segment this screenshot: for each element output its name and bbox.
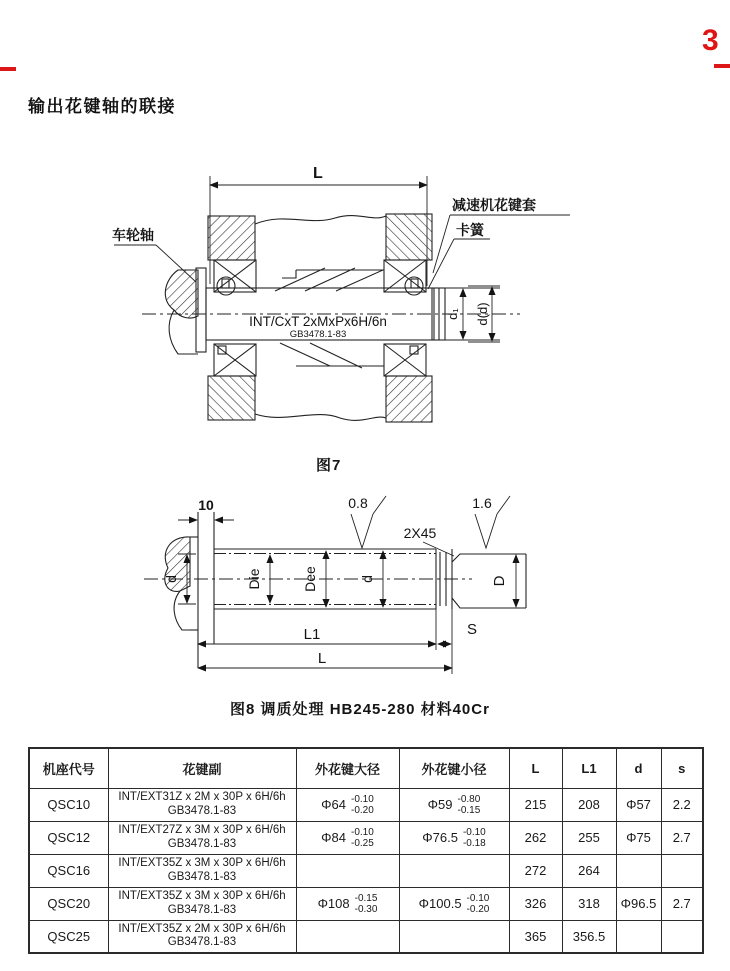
spline-spec-line: INT/EXT31Z x 2M x 30P x 6H/6h <box>118 791 286 804</box>
major-tol-upper: -0.10 <box>351 793 374 805</box>
minor-dia-value: Φ59 <box>427 797 453 812</box>
col-header-s: s <box>661 748 703 788</box>
label-reducer-spline-sleeve: 减速机花键套 <box>452 197 536 213</box>
cell-spline-pair <box>108 887 296 920</box>
cell-spline-pair <box>108 920 296 953</box>
dim-label-S: S <box>467 621 478 638</box>
minor-tol-upper: -0.80 <box>457 793 481 805</box>
spline-spec-line: INT/EXT27Z x 3M x 30P x 6H/6h <box>118 824 286 837</box>
dim-label-D: D <box>491 575 508 587</box>
minor-tol-lower: -0.15 <box>457 804 481 816</box>
page-number-fragment: 3 <box>702 24 719 57</box>
bearing-housing-top-right <box>386 214 432 260</box>
figure7-drawing <box>100 158 600 458</box>
table-row <box>29 920 703 953</box>
minor-dia-value: Φ100.5 <box>418 896 462 911</box>
table-row <box>29 854 703 887</box>
minor-tol-lower: -0.18 <box>462 837 486 849</box>
cell-spline-pair <box>108 821 296 854</box>
col-header-spline-pair: 花键副 <box>108 748 296 788</box>
cell-L1: 264 <box>562 854 616 887</box>
wheel-shaft-section <box>165 270 198 318</box>
minor-tol-upper: -0.10 <box>466 892 490 904</box>
major-dia-value: Φ64 <box>321 797 347 812</box>
figure7-caption: 图7 <box>316 457 342 474</box>
cell-minor-dia <box>399 920 509 953</box>
table-row <box>29 887 703 920</box>
cell-s: 2.7 <box>661 887 703 920</box>
spline-spec-line: INT/EXT35Z x 3M x 30P x 6H/6h <box>118 890 286 903</box>
cell-minor-dia <box>399 887 509 920</box>
bearing-bottom-right <box>384 344 426 376</box>
spline-standard-line: GB3478.1-83 <box>167 870 237 883</box>
end-shaft-bottom <box>452 598 526 608</box>
dim-label-dee: Dee <box>302 566 318 592</box>
cell-L: 215 <box>509 788 562 821</box>
figure8-caption: 图8 调质处理 HB245-280 材料40Cr <box>230 701 490 718</box>
major-tol-lower: -0.20 <box>351 804 374 816</box>
cell-d <box>616 920 661 953</box>
cell-d: Φ57 <box>616 788 661 821</box>
spline-spec-text: INT/CxT 2xMxPx6H/6n <box>249 314 387 329</box>
spline-standard-line: GB3478.1-83 <box>167 804 237 817</box>
figure8-drawing <box>120 492 600 692</box>
spec-table <box>28 747 702 954</box>
dim-label-L: L <box>317 650 327 667</box>
label-circlip: 卡簧 <box>456 222 484 238</box>
cell-model: QSC10 <box>29 788 108 821</box>
bearing-housing-top-left <box>208 216 255 260</box>
sleeve-break-line-bottom <box>255 414 386 420</box>
major-tol-upper: -0.10 <box>351 826 374 838</box>
spline-standard-line: GB3478.1-83 <box>167 903 237 916</box>
dim-label-die: Die <box>246 568 262 590</box>
page-title: 输出花键轴的联接 <box>28 97 176 116</box>
cell-minor-dia <box>399 788 509 821</box>
cell-major-dia <box>296 854 399 887</box>
col-header-major-dia: 外花键大径 <box>296 748 399 788</box>
roughness-label-08: 0.8 <box>348 495 368 511</box>
cell-model: QSC16 <box>29 854 108 887</box>
cell-d: Φ75 <box>616 821 661 854</box>
cell-spline-pair <box>108 788 296 821</box>
major-tol-lower: -0.30 <box>354 903 378 915</box>
label-wheel-axle: 车轮轴 <box>112 227 154 243</box>
major-tol-upper: -0.15 <box>354 892 378 904</box>
bearing-housing-bottom-left <box>208 376 255 420</box>
roughness-symbol-08 <box>351 514 373 548</box>
cell-d: Φ96.5 <box>616 887 661 920</box>
bearing-housing-bottom-right <box>386 376 432 422</box>
cell-L1: 356.5 <box>562 920 616 953</box>
dim-label-10: 10 <box>198 497 214 513</box>
major-dia-value: Φ84 <box>321 830 347 845</box>
cell-major-dia <box>296 821 399 854</box>
spline-spec-line: INT/EXT35Z x 3M x 30P x 6H/6h <box>118 857 286 870</box>
cell-L1: 318 <box>562 887 616 920</box>
table-row <box>29 788 703 821</box>
dim-label-d1: d₁ <box>445 308 460 320</box>
cell-spline-pair <box>108 854 296 887</box>
cell-L: 262 <box>509 821 562 854</box>
cell-s <box>661 920 703 953</box>
roughness-symbol-16 <box>475 514 497 548</box>
cell-model: QSC12 <box>29 821 108 854</box>
chamfer-label: 2X45 <box>403 525 437 541</box>
dim-label-d-spline: d <box>359 575 375 583</box>
cell-major-dia <box>296 920 399 953</box>
minor-dia-value: Φ76.5 <box>422 830 458 845</box>
dim-label-dd: d(d) <box>475 302 490 326</box>
minor-tol-upper: -0.10 <box>462 826 486 838</box>
major-dia-value: Φ108 <box>317 896 350 911</box>
major-tol-lower: -0.25 <box>351 837 374 849</box>
spline-standard-line: GB3478.1-83 <box>167 936 237 949</box>
col-header-model: 机座代号 <box>29 748 108 788</box>
red-rule-right <box>714 64 730 68</box>
cell-s <box>661 854 703 887</box>
cell-d <box>616 854 661 887</box>
spline-standard-line: GB3478.1-83 <box>167 837 237 850</box>
cell-s: 2.7 <box>661 821 703 854</box>
dim-label-L: L <box>313 165 323 182</box>
cell-model: QSC25 <box>29 920 108 953</box>
cell-L: 272 <box>509 854 562 887</box>
red-rule-left <box>0 67 16 71</box>
bearing-bottom-left <box>214 344 256 376</box>
col-header-minor-dia: 外花键小径 <box>399 748 509 788</box>
col-header-L: L <box>509 748 562 788</box>
minor-tol-lower: -0.20 <box>466 903 490 915</box>
end-shaft-top <box>452 554 526 562</box>
cell-major-dia <box>296 887 399 920</box>
roughness-label-16: 1.6 <box>472 495 492 511</box>
table-row <box>29 821 703 854</box>
cell-s: 2.2 <box>661 788 703 821</box>
cell-L1: 208 <box>562 788 616 821</box>
dim-label-d-hub: d <box>163 575 179 583</box>
sleeve-break-line-top <box>255 216 386 224</box>
cell-major-dia <box>296 788 399 821</box>
cell-minor-dia <box>399 854 509 887</box>
cell-L: 326 <box>509 887 562 920</box>
table-header-row <box>29 748 703 788</box>
cell-model: QSC20 <box>29 887 108 920</box>
leader-sleeve <box>433 215 450 273</box>
spline-standard-text: GB3478.1-83 <box>289 329 347 340</box>
cell-minor-dia <box>399 821 509 854</box>
cell-L1: 255 <box>562 821 616 854</box>
spline-spec-line: INT/EXT35Z x 2M x 30P x 6H/6h <box>118 923 286 936</box>
col-header-L1: L1 <box>562 748 616 788</box>
dim-label-L1: L1 <box>303 626 321 643</box>
cell-L: 365 <box>509 920 562 953</box>
col-header-d: d <box>616 748 661 788</box>
